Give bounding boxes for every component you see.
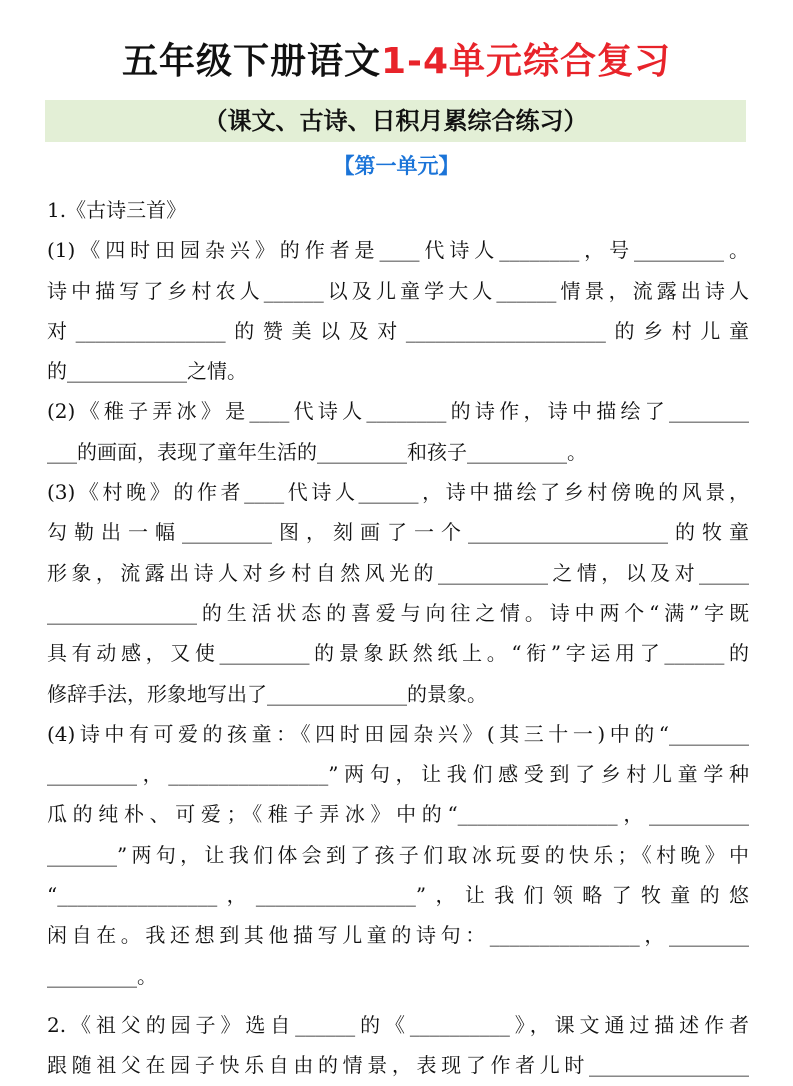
subtitle-banner <box>45 100 746 142</box>
text-line: _________，________________”两句，让我们感受到了乡村儿童学种 <box>47 762 749 787</box>
text-line: 闲自在。我还想到其他描写儿童的诗句：_______________，________ <box>47 923 749 948</box>
title-highlight: 1-4单元综合复习 <box>380 41 672 82</box>
exercise-content <box>47 190 749 1086</box>
text-line: _________。 <box>47 963 157 988</box>
question-2-line: 2.《祖父的园子》选自______的《__________》，课文通过描述作者 <box>47 1012 749 1037</box>
text-line: 诗中描写了乡村农人______以及儿童学大人______情景，流露出诗人 <box>47 278 749 303</box>
text-line: ___的画面，表现了童年生活的_________和孩子__________。 <box>47 439 587 464</box>
text-line: 形象，流露出诗人对乡村自然风光的___________之情，以及对_____ <box>47 560 749 585</box>
text-line: (2)《稚子弄冰》是____代诗人________的诗作，诗中描绘了________ <box>47 399 749 424</box>
text-line: “________________，________________”，让我们领略了牧童的悠 <box>47 883 749 908</box>
text-line: 勾勒出一幅_________图，刻画了一个____________________的牧童 <box>47 520 749 545</box>
question-1-heading: 1.《古诗三首》 <box>47 198 187 222</box>
text-line: 修辞手法，形象地写出了______________的景象。 <box>47 681 487 706</box>
subtitle: （课文、古诗、日积月累综合练习） <box>203 107 588 135</box>
text-line: 的____________之情。 <box>47 359 247 384</box>
text-line: (1)《四时田园杂兴》的作者是____代诗人________，号_________。 <box>47 238 749 263</box>
text-line: 对_______________的赞美以及对____________________的乡村儿童 <box>47 318 749 343</box>
text-line: _______________的生活状态的喜爱与向往之情。诗中两个“满”字既 <box>47 600 749 625</box>
title-main: 五年级下册语文 <box>121 41 381 82</box>
text-line: _______”两句，让我们体会到了孩子们取冰玩耍的快乐；《村晚》中 <box>47 842 749 867</box>
text-line: 具有动感，又使_________的景象跃然纸上。“衔”字运用了______的 <box>47 641 749 666</box>
page-title <box>0 38 793 86</box>
unit-heading: 【第一单元】 <box>333 154 460 178</box>
text-line: (3)《村晚》的作者____代诗人______，诗中描绘了乡村傍晚的风景， <box>47 480 749 505</box>
text-line: (4)诗中有可爱的孩童：《四时田园杂兴》(其三十一)中的“________ <box>47 721 749 746</box>
text-line: 瓜的纯朴、可爱；《稚子弄冰》中的“________________，__________ <box>47 802 749 827</box>
text-line: 跟随祖父在园子快乐自由的情景，表现了作者儿时________________ <box>47 1053 749 1078</box>
